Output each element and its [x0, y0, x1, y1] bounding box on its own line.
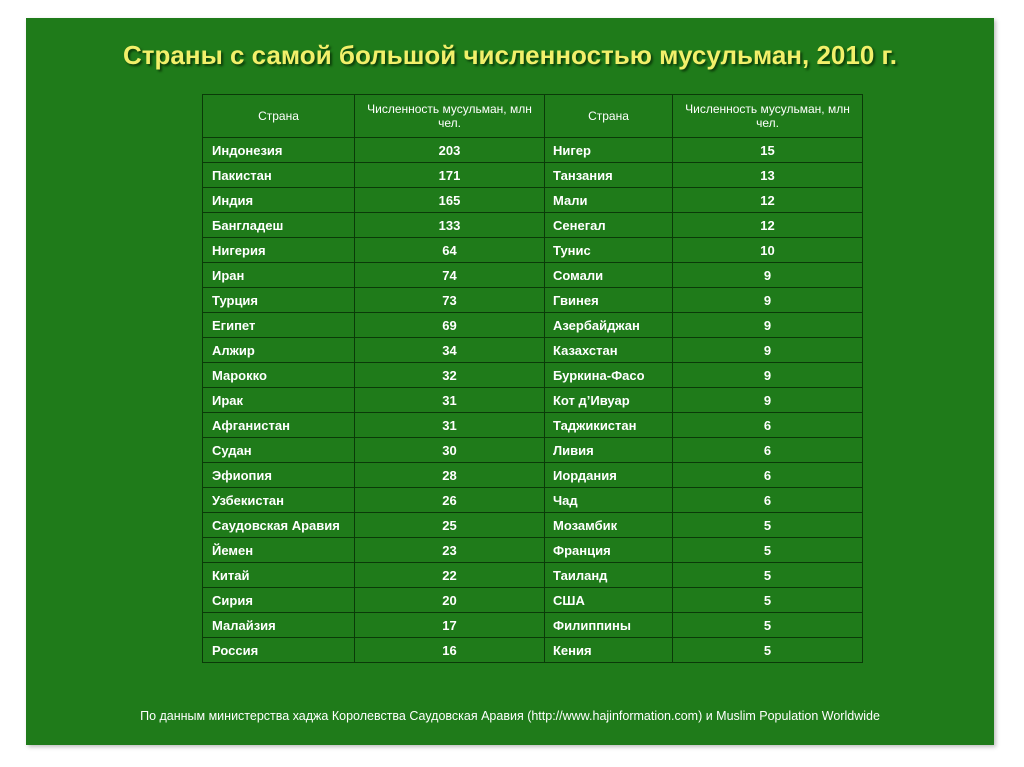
cell-country-right: Филиппины — [545, 613, 673, 638]
cell-country-left: Сирия — [203, 588, 355, 613]
cell-population-left: 22 — [355, 563, 545, 588]
cell-population-right: 15 — [673, 138, 863, 163]
table-row — [203, 363, 863, 388]
cell-country-right: Казахстан — [545, 338, 673, 363]
cell-country-left: Йемен — [203, 538, 355, 563]
cell-country-left: Индонезия — [203, 138, 355, 163]
cell-population-right: 5 — [673, 563, 863, 588]
cell-country-right: Мозамбик — [545, 513, 673, 538]
muslim-population-table — [202, 94, 863, 663]
cell-population-right: 6 — [673, 438, 863, 463]
cell-country-right: Сомали — [545, 263, 673, 288]
cell-population-left: 26 — [355, 488, 545, 513]
header-population-2: Численность мусульман, млн чел. — [673, 95, 863, 138]
cell-country-right: Буркина-Фасо — [545, 363, 673, 388]
cell-country-left: Иран — [203, 263, 355, 288]
cell-country-right: Таиланд — [545, 563, 673, 588]
table-row — [203, 263, 863, 288]
cell-country-right: Мали — [545, 188, 673, 213]
source-note: По данным министерства хаджа Королевства Саудовская Аравия (http://www.hajinformation.com) и Muslim Population Worldwide — [140, 709, 880, 723]
cell-population-right: 9 — [673, 338, 863, 363]
cell-population-left: 20 — [355, 588, 545, 613]
header-population-1: Численность мусульман, млн чел. — [355, 95, 545, 138]
cell-country-right: Чад — [545, 488, 673, 513]
cell-country-right: Таджикистан — [545, 413, 673, 438]
table-row — [203, 338, 863, 363]
cell-population-right: 5 — [673, 513, 863, 538]
cell-country-left: Россия — [203, 638, 355, 663]
cell-country-right: Кот д’Ивуар — [545, 388, 673, 413]
cell-country-left: Пакистан — [203, 163, 355, 188]
cell-population-right: 5 — [673, 588, 863, 613]
table-header-row — [203, 95, 863, 138]
table-row — [203, 463, 863, 488]
table-row — [203, 313, 863, 338]
cell-population-right: 6 — [673, 463, 863, 488]
cell-population-left: 171 — [355, 163, 545, 188]
header-country-2: Страна — [545, 95, 673, 138]
cell-population-right: 9 — [673, 363, 863, 388]
table-row — [203, 438, 863, 463]
cell-country-left: Афганистан — [203, 413, 355, 438]
cell-population-left: 31 — [355, 388, 545, 413]
cell-population-right: 5 — [673, 538, 863, 563]
cell-country-right: Нигер — [545, 138, 673, 163]
cell-country-right: Иордания — [545, 463, 673, 488]
table-body — [203, 138, 863, 663]
cell-country-left: Бангладеш — [203, 213, 355, 238]
cell-country-right: Гвинея — [545, 288, 673, 313]
cell-country-right: Франция — [545, 538, 673, 563]
slide-title: Страны с самой большой численностью мусульман, 2010 г. — [123, 40, 897, 70]
cell-population-left: 64 — [355, 238, 545, 263]
cell-country-right: Сенегал — [545, 213, 673, 238]
table-row — [203, 513, 863, 538]
cell-country-left: Индия — [203, 188, 355, 213]
cell-population-left: 133 — [355, 213, 545, 238]
cell-country-right: Азербайджан — [545, 313, 673, 338]
table-row — [203, 588, 863, 613]
table-row — [203, 213, 863, 238]
cell-country-left: Малайзия — [203, 613, 355, 638]
table-row — [203, 538, 863, 563]
cell-country-left: Нигерия — [203, 238, 355, 263]
table-row — [203, 638, 863, 663]
cell-population-left: 69 — [355, 313, 545, 338]
cell-population-left: 30 — [355, 438, 545, 463]
cell-country-left: Ирак — [203, 388, 355, 413]
cell-country-right: Кения — [545, 638, 673, 663]
cell-population-right: 12 — [673, 188, 863, 213]
cell-population-right: 9 — [673, 263, 863, 288]
header-country-1: Страна — [203, 95, 355, 138]
cell-population-right: 6 — [673, 488, 863, 513]
cell-country-left: Турция — [203, 288, 355, 313]
cell-country-left: Китай — [203, 563, 355, 588]
cell-population-left: 28 — [355, 463, 545, 488]
table-row — [203, 138, 863, 163]
table-row — [203, 288, 863, 313]
cell-population-left: 32 — [355, 363, 545, 388]
cell-population-left: 16 — [355, 638, 545, 663]
table-row — [203, 388, 863, 413]
cell-country-left: Судан — [203, 438, 355, 463]
table-row — [203, 413, 863, 438]
cell-population-left: 74 — [355, 263, 545, 288]
cell-country-left: Саудовская Аравия — [203, 513, 355, 538]
cell-population-right: 12 — [673, 213, 863, 238]
table-row — [203, 188, 863, 213]
cell-population-left: 203 — [355, 138, 545, 163]
cell-population-left: 23 — [355, 538, 545, 563]
table-row — [203, 488, 863, 513]
cell-population-right: 9 — [673, 313, 863, 338]
cell-country-left: Марокко — [203, 363, 355, 388]
cell-population-right: 5 — [673, 638, 863, 663]
cell-population-right: 6 — [673, 413, 863, 438]
cell-country-right: Танзания — [545, 163, 673, 188]
cell-population-left: 165 — [355, 188, 545, 213]
cell-population-right: 13 — [673, 163, 863, 188]
cell-country-right: Тунис — [545, 238, 673, 263]
cell-country-right: Ливия — [545, 438, 673, 463]
cell-country-right: США — [545, 588, 673, 613]
cell-population-right: 9 — [673, 288, 863, 313]
table-row — [203, 613, 863, 638]
slide — [26, 18, 994, 745]
cell-population-left: 31 — [355, 413, 545, 438]
cell-country-left: Алжир — [203, 338, 355, 363]
cell-population-left: 34 — [355, 338, 545, 363]
cell-country-left: Узбекистан — [203, 488, 355, 513]
table-row — [203, 238, 863, 263]
table-row — [203, 563, 863, 588]
cell-population-left: 17 — [355, 613, 545, 638]
cell-population-right: 5 — [673, 613, 863, 638]
cell-country-left: Эфиопия — [203, 463, 355, 488]
table-row — [203, 163, 863, 188]
cell-population-right: 9 — [673, 388, 863, 413]
cell-population-left: 73 — [355, 288, 545, 313]
cell-population-right: 10 — [673, 238, 863, 263]
cell-country-left: Египет — [203, 313, 355, 338]
cell-population-left: 25 — [355, 513, 545, 538]
